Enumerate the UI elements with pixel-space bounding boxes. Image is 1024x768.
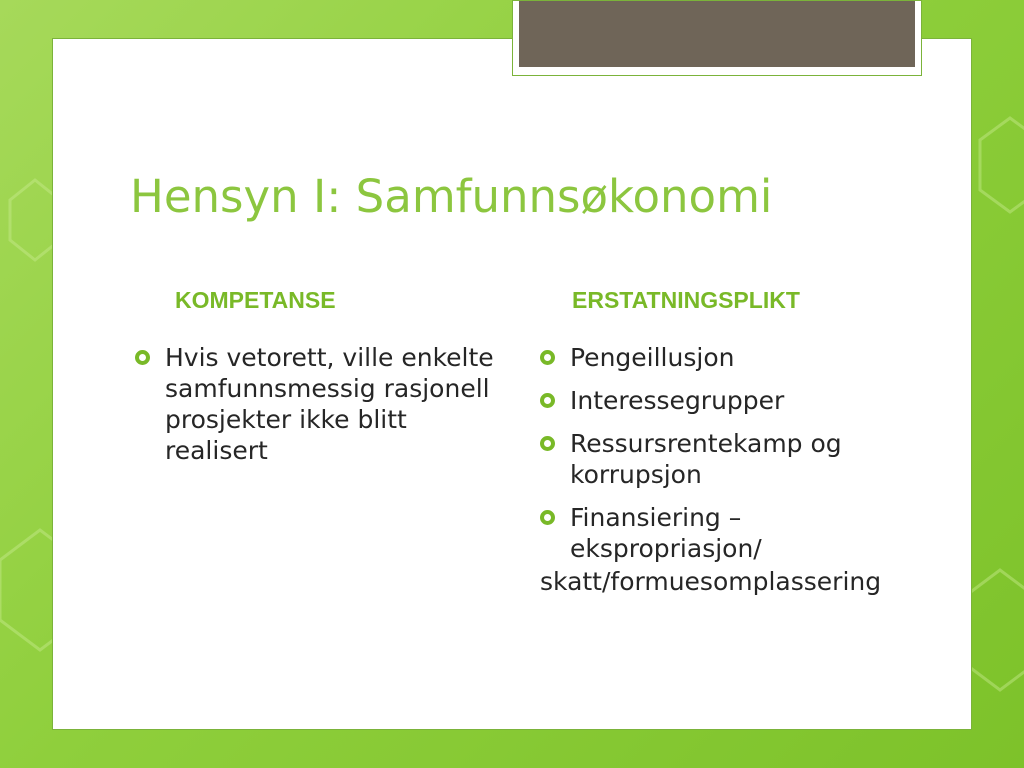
bullet-text: Ressursrentekamp og korrupsjon (570, 429, 842, 489)
bullet-text: Hvis vetorett, ville enkelte samfunnsmessig rasjonell prosjekter ikke blitt realisert (165, 343, 494, 465)
bullet-text: Pengeillusjon (570, 343, 735, 372)
left-bullet-list (135, 342, 495, 478)
list-item (135, 342, 495, 466)
list-item (540, 342, 910, 373)
title-tab-fill (519, 1, 915, 67)
circle-bullet-icon (540, 350, 555, 365)
title-tab-decoration (512, 0, 922, 76)
list-item (540, 385, 910, 416)
circle-bullet-icon (540, 436, 555, 451)
slide-title: Hensyn I: Samfunnsøkonomi (130, 170, 773, 223)
right-bullet-list (540, 342, 910, 609)
list-item (540, 428, 910, 490)
left-column-heading: KOMPETANSE (175, 287, 336, 313)
continuation-text: skatt/formuesomplassering (540, 567, 882, 596)
circle-bullet-icon (135, 350, 150, 365)
circle-bullet-icon (540, 393, 555, 408)
list-item (540, 502, 910, 564)
bullet-text: Finansiering – ekspropriasjon/ (570, 503, 762, 563)
bullet-text: Interessegrupper (570, 386, 785, 415)
circle-bullet-icon (540, 510, 555, 525)
right-column-heading: ERSTATNINGSPLIKT (572, 287, 800, 313)
